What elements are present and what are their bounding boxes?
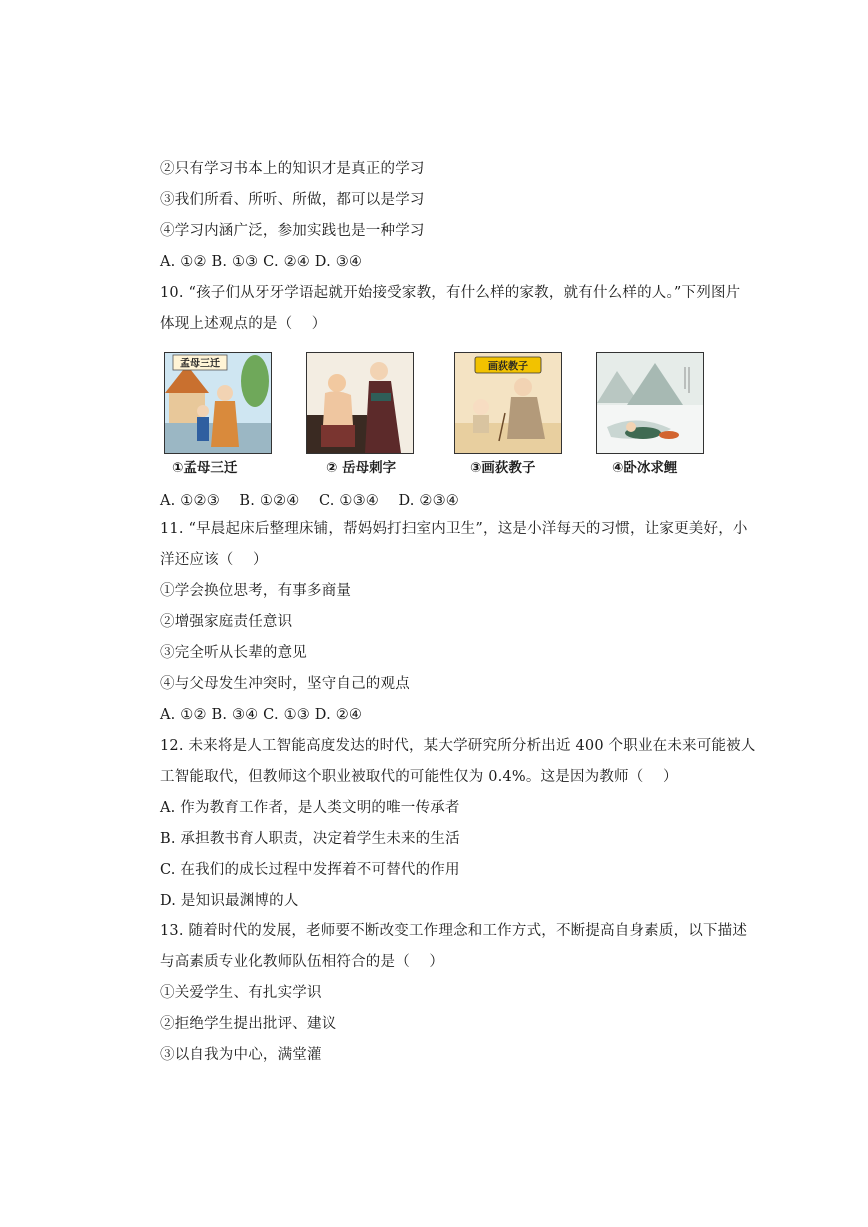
q10-stem-line2: 体现上述观点的是（ ） (160, 316, 327, 332)
picture-1-sign: 孟母三迁 (180, 358, 220, 370)
yue-mother-tattoo-illustration (306, 352, 414, 454)
q13-option-3: ③以自我为中心，满堂灌 (160, 1047, 322, 1063)
q12-option-d: D. 是知识最渊博的人 (160, 893, 299, 909)
q12-stem-line2: 工智能取代，但教师这个职业被取代的可能性仅为 0.4%。这是因为教师（ ） (160, 769, 678, 785)
q11-option-4: ④与父母发生冲突时，坚守自己的观点 (160, 676, 410, 692)
picture-3-sign: 画荻教子 (488, 361, 528, 373)
lying-on-ice-for-carp-illustration (596, 352, 704, 454)
q13-option-1: ①关爱学生、有扎实学识 (160, 985, 322, 1001)
q10-stem-line1: 10. “孩子们从牙牙学语起就开始接受家教，有什么样的家教，就有什么样的人。”下列图片 (160, 285, 741, 301)
mencius-mother-moves-illustration (164, 352, 272, 454)
q11-choices: A. ①② B. ③④ C. ①③ D. ②④ (160, 707, 363, 723)
q12-option-b: B. 承担教书育人职责，决定着学生未来的生活 (160, 831, 460, 847)
q9-option-4: ④学习内涵广泛，参加实践也是一种学习 (160, 223, 425, 239)
q13-option-2: ②拒绝学生提出批评、建议 (160, 1016, 337, 1032)
picture-4-caption: ④卧冰求鲤 (612, 460, 678, 476)
q13-stem-line2: 与高素质专业化教师队伍相符合的是（ ） (160, 954, 445, 970)
picture-2-caption: ② 岳母刺字 (326, 460, 397, 476)
drawing-reeds-teaching-illustration (454, 352, 562, 454)
q9-option-2: ②只有学习书本上的知识才是真正的学习 (160, 161, 425, 177)
q11-stem-line1: 11. “早晨起床后整理床铺，帮妈妈打扫室内卫生”，这是小洋每天的习惯，让家更美好，小 (160, 521, 748, 537)
q10-choices: A. ①②③ B. ①②④ C. ①③④ D. ②③④ (160, 493, 460, 509)
q12-option-c: C. 在我们的成长过程中发挥着不可替代的作用 (160, 862, 460, 878)
picture-3-caption: ③画荻教子 (470, 460, 536, 476)
q9-option-3: ③我们所看、所听、所做，都可以是学习 (160, 192, 425, 208)
q11-option-1: ①学会换位思考，有事多商量 (160, 583, 352, 599)
q12-stem-line1: 12. 未来将是人工智能高度发达的时代，某大学研究所分析出近 400 个职业在未来可能被人 (160, 738, 756, 754)
q9-choices: A. ①② B. ①③ C. ②④ D. ③④ (160, 254, 363, 270)
q11-option-3: ③完全听从长辈的意见 (160, 645, 307, 661)
q11-option-2: ②增强家庭责任意识 (160, 614, 293, 630)
picture-1-caption: ①孟母三迁 (172, 460, 238, 476)
q12-option-a: A. 作为教育工作者，是人类文明的唯一传承者 (160, 800, 460, 816)
q13-stem-line1: 13. 随着时代的发展，老师要不断改变工作理念和工作方式，不断提高自身素质，以下描述 (160, 923, 748, 939)
q11-stem-line2: 洋还应该（ ） (160, 552, 268, 568)
